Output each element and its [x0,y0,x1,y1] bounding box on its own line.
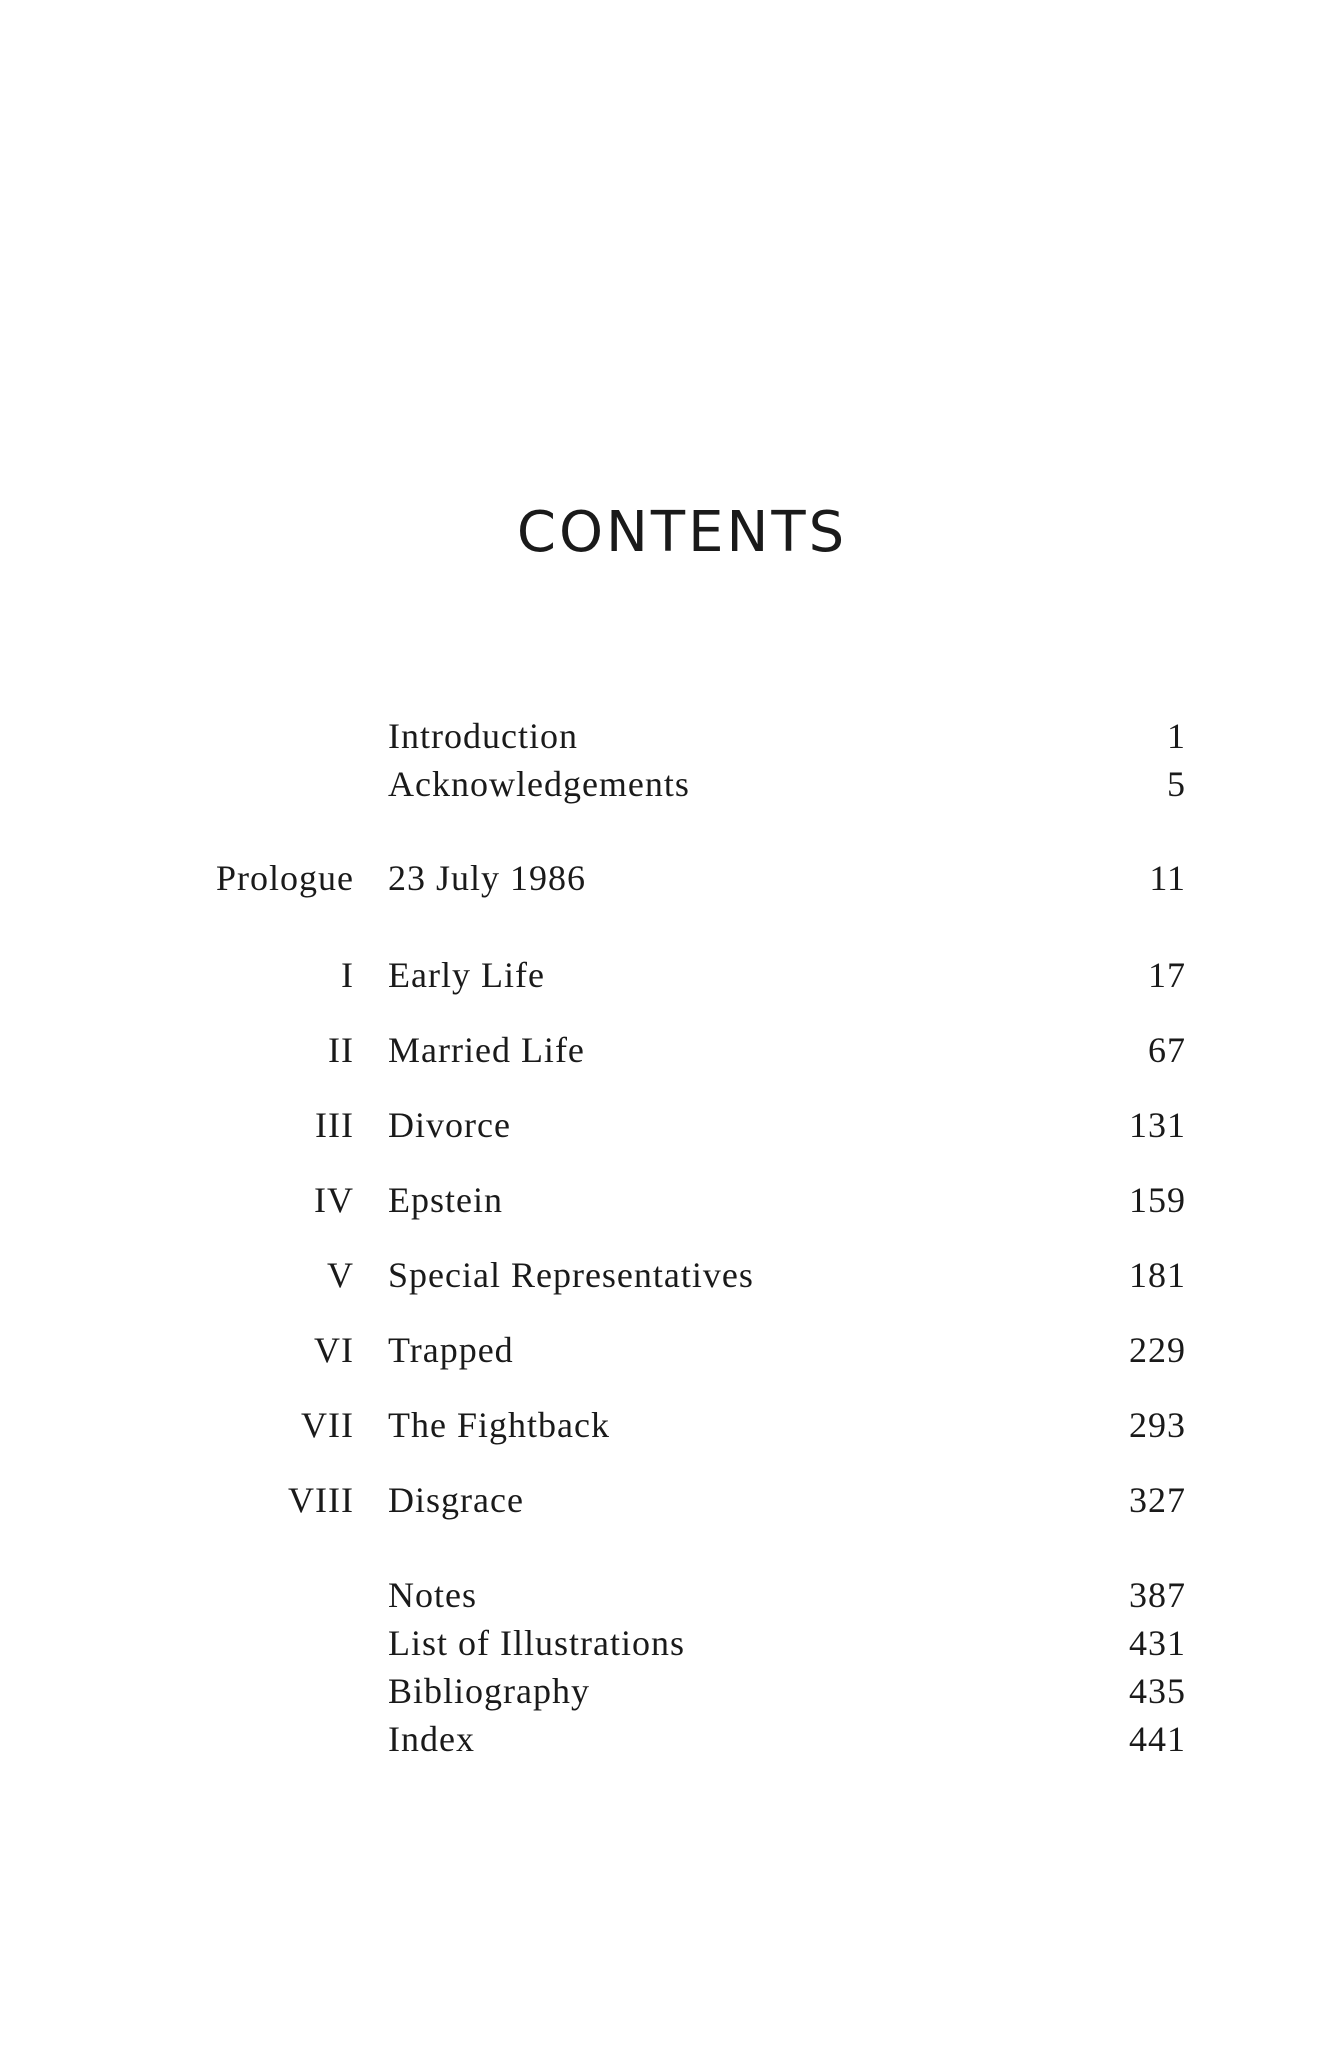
toc-entry-label: I [341,955,354,995]
toc-entry-page: 229 [1129,1330,1186,1370]
toc-entry-introduction [0,711,1334,761]
toc-entry-notes [0,1570,1334,1620]
toc-entry-page: 5 [1167,764,1186,804]
toc-entry-label: III [315,1105,354,1145]
toc-entry-chapter-8 [0,1475,1334,1525]
toc-entry-page: 11 [1149,858,1186,898]
toc-entry-label: VI [314,1330,354,1370]
toc-entry-title: Introduction [388,716,578,756]
toc-entry-page: 441 [1129,1719,1186,1759]
toc-entry-chapter-7 [0,1400,1334,1450]
toc-entry-chapter-6 [0,1325,1334,1375]
toc-entry-page: 431 [1129,1623,1186,1663]
toc-entry-chapter-2 [0,1025,1334,1075]
toc-entry-chapter-4 [0,1175,1334,1225]
toc-entry-chapter-1 [0,950,1334,1000]
toc-entry-page: 435 [1129,1671,1186,1711]
toc-entry-title: The Fightback [388,1405,610,1445]
toc-entry-chapter-5 [0,1250,1334,1300]
toc-entry-page: 67 [1148,1030,1186,1070]
toc-entry-title: Bibliography [388,1671,590,1711]
toc-entry-label: II [328,1030,354,1070]
toc-entry-label: IV [314,1180,354,1220]
toc-entry-prologue [0,853,1334,903]
toc-entry-chapter-3 [0,1100,1334,1150]
toc-entry-title: 23 July 1986 [388,858,587,898]
toc-entry-page: 17 [1148,955,1186,995]
toc-entry-label: VIII [288,1480,354,1520]
toc-entry-title: Acknowledgements [388,764,690,804]
toc-entry-label: Prologue [216,858,354,898]
toc-entry-acknowledgements [0,759,1334,809]
toc-entry-list-of-illustrations [0,1618,1334,1668]
toc-entry-title: List of Illustrations [388,1623,685,1663]
toc-entry-title: Notes [388,1575,477,1615]
toc-entry-title: Index [388,1719,475,1759]
toc-entry-page: 327 [1129,1480,1186,1520]
toc-entry-title: Special Representatives [388,1255,754,1295]
toc-entry-title: Early Life [388,955,545,995]
toc-entry-title: Trapped [388,1330,514,1370]
toc-entry-page: 387 [1129,1575,1186,1615]
toc-entry-bibliography [0,1666,1334,1716]
toc-entry-page: 293 [1129,1405,1186,1445]
toc-entry-title: Married Life [388,1030,585,1070]
toc-entry-label: V [327,1255,354,1295]
toc-entry-page: 159 [1129,1180,1186,1220]
toc-entry-title: Divorce [388,1105,511,1145]
toc-entry-title: Epstein [388,1180,503,1220]
page-title: CONTENTS [516,500,848,565]
toc-entry-label: VII [301,1405,354,1445]
toc-entry-page: 181 [1129,1255,1186,1295]
toc-entry-index [0,1714,1334,1764]
toc-entry-page: 131 [1129,1105,1186,1145]
toc-entry-title: Disgrace [388,1480,524,1520]
toc-entry-page: 1 [1167,716,1186,756]
